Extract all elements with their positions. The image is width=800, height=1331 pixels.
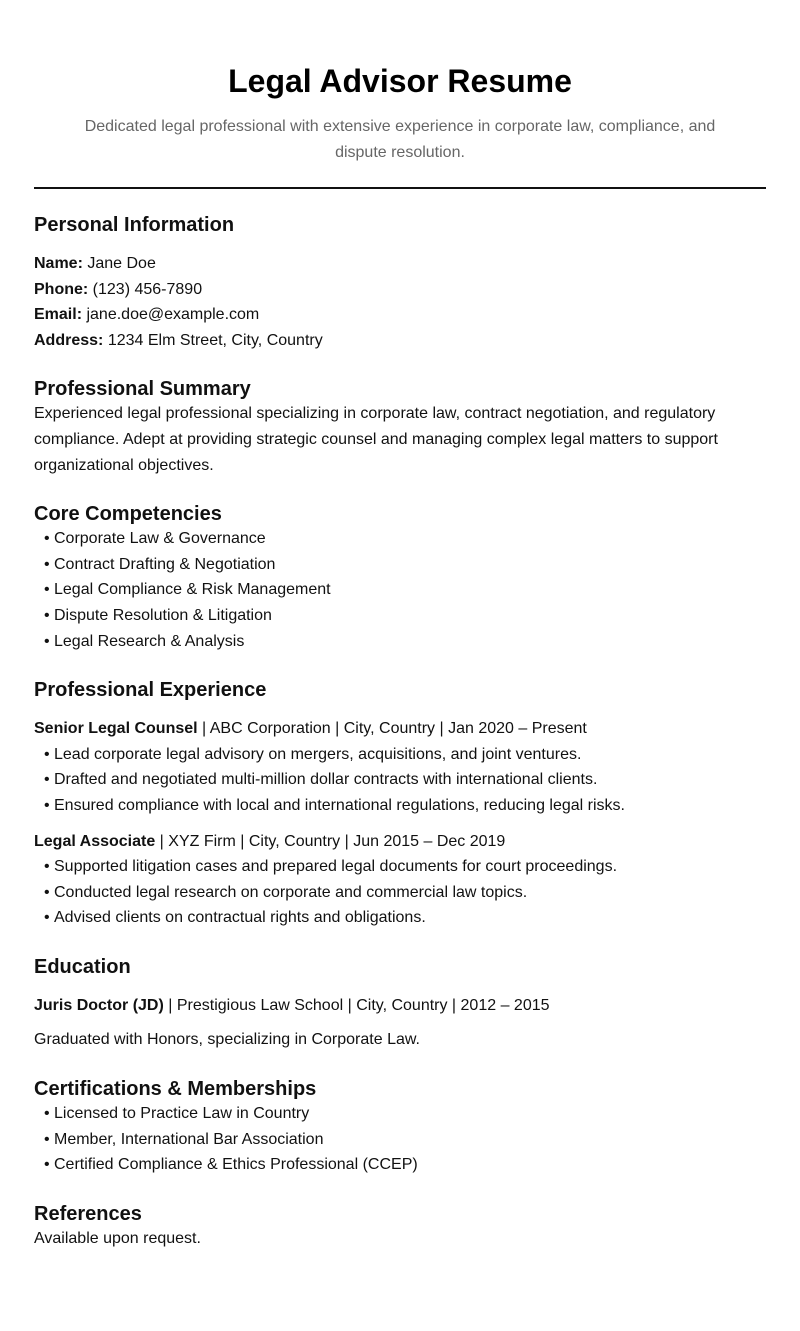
- section-heading: Professional Summary: [34, 378, 251, 401]
- list-item: • Dispute Resolution & Litigation: [44, 603, 766, 629]
- header-divider: [34, 187, 766, 189]
- section-heading: Professional Experience: [34, 679, 267, 702]
- page-title: Legal Advisor Resume: [228, 63, 572, 99]
- address-line: [34, 328, 766, 354]
- section-heading: Core Competencies: [34, 503, 222, 526]
- list-item: • Member, International Bar Association: [44, 1127, 766, 1153]
- core-competencies-section: [34, 502, 766, 654]
- job-duties: [34, 742, 766, 819]
- list-item: • Lead corporate legal advisory on mergers, acquisitions, and joint ventures.: [44, 742, 766, 768]
- section-heading: Education: [34, 955, 131, 978]
- list-item: • Drafted and negotiated multi-million dollar contracts with international clients.: [44, 767, 766, 793]
- certifications-list: [34, 1101, 766, 1178]
- job-entry: [34, 829, 766, 931]
- list-item: • Legal Research & Analysis: [44, 629, 766, 655]
- job-header: [34, 829, 766, 855]
- job-details: | ABC Corporation | City, Country | Jan 2020 – Present: [197, 720, 587, 738]
- degree-title: Juris Doctor (JD): [34, 996, 164, 1014]
- page-subtitle: Dedicated legal professional with extensive experience in corporate law, compliance, and dispute resolution.: [84, 118, 716, 161]
- competencies-list: [34, 526, 766, 654]
- experience-list: [34, 716, 766, 931]
- list-item: • Ensured compliance with local and international regulations, reducing legal risks.: [44, 793, 766, 819]
- phone-label: Phone:: [34, 280, 89, 298]
- address-label: Address:: [34, 331, 104, 349]
- job-header: [34, 716, 766, 742]
- list-item: • Supported litigation cases and prepared legal documents for court proceedings.: [44, 854, 766, 880]
- phone-value: (123) 456-7890: [92, 280, 203, 298]
- list-item: • Licensed to Practice Law in Country: [44, 1101, 766, 1127]
- email-label: Email:: [34, 306, 83, 324]
- section-heading: References: [34, 1202, 142, 1225]
- list-item: • Corporate Law & Governance: [44, 526, 766, 552]
- education-details: | Prestigious Law School | City, Country | 2012 – 2015: [163, 996, 550, 1014]
- personal-info-list: [34, 251, 766, 353]
- email-value: jane.doe@example.com: [86, 306, 260, 324]
- references-text: Available upon request.: [34, 1229, 201, 1247]
- summary-text: Experienced legal professional specializing in corporate law, contract negotiation, and regulatory compliance. Adept at providing strategic counsel and managing complex legal matters to support organizational objectives.: [34, 405, 718, 474]
- personal-information-section: [34, 213, 766, 353]
- education-section: [34, 955, 766, 1053]
- professional-summary-section: [34, 377, 766, 478]
- job-title: Legal Associate: [34, 832, 156, 850]
- phone-line: [34, 277, 766, 303]
- job-entry: [34, 716, 766, 818]
- name-value: Jane Doe: [87, 255, 156, 272]
- education-note: Graduated with Honors, specializing in Corporate Law.: [34, 1031, 420, 1049]
- section-heading: Personal Information: [34, 214, 235, 236]
- list-item: • Conducted legal research on corporate and commercial law topics.: [44, 880, 766, 906]
- education-entry: [34, 993, 766, 1019]
- job-duties: [34, 854, 766, 931]
- references-section: [34, 1202, 766, 1252]
- job-title: Senior Legal Counsel: [34, 720, 198, 738]
- list-item: • Contract Drafting & Negotiation: [44, 552, 766, 578]
- professional-experience-section: [34, 678, 766, 931]
- list-item: • Legal Compliance & Risk Management: [44, 577, 766, 603]
- email-line: [34, 302, 766, 328]
- resume-header: [34, 0, 766, 166]
- list-item: • Advised clients on contractual rights and obligations.: [44, 905, 766, 931]
- list-item: • Certified Compliance & Ethics Professional (CCEP): [44, 1152, 766, 1178]
- name-line: [34, 251, 766, 277]
- job-details: | XYZ Firm | City, Country | Jun 2015 – Dec 2019: [155, 832, 506, 850]
- certifications-section: [34, 1077, 766, 1178]
- address-value: 1234 Elm Street, City, Country: [107, 331, 323, 349]
- name-label: Name:: [34, 255, 83, 272]
- section-heading: Certifications & Memberships: [34, 1078, 317, 1101]
